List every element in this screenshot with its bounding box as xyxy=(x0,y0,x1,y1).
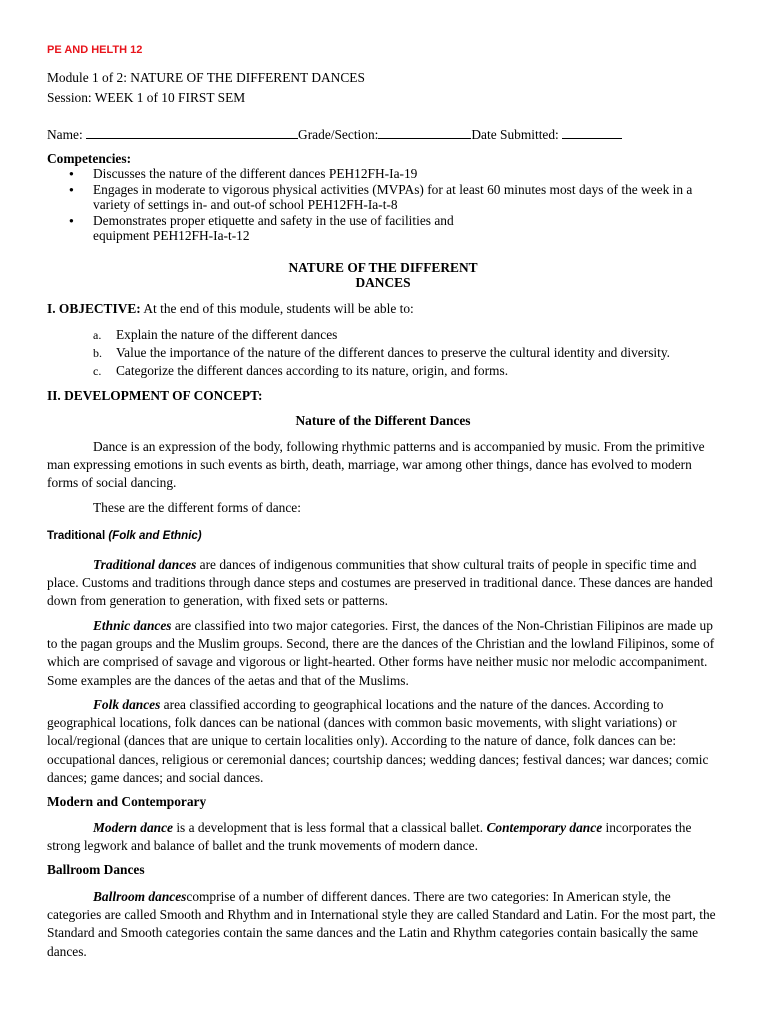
name-field[interactable] xyxy=(86,126,298,139)
intro-text: Dance is an expression of the body, following rhythmic patterns and is accompanied by music. From the primitive man expressing emotions in such events as birth, death, marriage, war among other things, dance has evolved to modern forms of social dancing. xyxy=(47,439,705,491)
module-line: Module 1 of 2: NATURE OF THE DIFFERENT DANCES xyxy=(47,70,365,85)
objective-line xyxy=(47,301,414,317)
term: Ethnic dances xyxy=(93,618,172,633)
modern-heading: Modern and Contemporary xyxy=(47,794,207,809)
folk-paragraph xyxy=(47,696,719,787)
competencies-heading: Competencies: xyxy=(47,151,132,166)
ballroom-heading: Ballroom Dances xyxy=(47,862,145,877)
traditional-heading-italic: (Folk and Ethnic) xyxy=(108,530,202,542)
objective-label: I. OBJECTIVE: xyxy=(47,301,141,316)
traditional-paragraph xyxy=(47,556,719,611)
grade-field[interactable] xyxy=(378,126,471,139)
term: Ballroom dances xyxy=(93,889,187,904)
definition: are dances of indigenous communities that show cultural traits of people in specific time and place. Customs and traditions through dance steps and costumes are preserved in traditional dance. These dances are handed down from generation to generation, with fixed sets or patterns. xyxy=(47,557,713,609)
student-info-form xyxy=(47,126,622,143)
competency-item: ● Demonstrates proper etiquette and safety in the use of facilities and equipment PEH12FH-Ia-t-12 xyxy=(47,213,493,244)
item-marker: b. xyxy=(93,346,102,360)
development-heading: II. DEVELOPMENT OF CONCEPT: xyxy=(47,388,263,403)
competency-item: ● Engages in moderate to vigorous physical activities (MVPAs) for at least 60 minutes most days of the week in a variety of settings in- and out-of school PEH12FH-Ia-t-8 xyxy=(47,182,719,213)
objective-text: At the end of this module, students will be able to: xyxy=(140,301,414,316)
modern-paragraph xyxy=(47,819,719,855)
definition: incorporates the strong legwork and balance of ballet and the trunk movements of modern dance. xyxy=(47,820,692,854)
grade-label: Grade/Section: xyxy=(298,127,379,142)
page-title-line-2: DANCES xyxy=(355,275,411,290)
forms-intro-text: These are the different forms of dance: xyxy=(93,500,301,515)
term: Traditional dances xyxy=(93,557,197,572)
section-subtitle: Nature of the Different Dances xyxy=(295,413,471,428)
name-label: Name: xyxy=(47,127,87,142)
date-label: Date Submitted: xyxy=(471,127,563,142)
traditional-heading xyxy=(47,527,202,543)
item-text: Value the importance of the nature of the different dances to preserve the cultural identity and diversity. xyxy=(116,345,671,360)
definition: is a development that is less formal that a classical ballet. xyxy=(172,820,487,835)
term: Folk dances xyxy=(93,697,161,712)
session-line: Session: WEEK 1 of 10 FIRST SEM xyxy=(47,90,246,105)
page-title-line-1: NATURE OF THE DIFFERENT xyxy=(288,260,478,275)
forms-intro-paragraph xyxy=(47,499,719,517)
page-title xyxy=(47,260,719,290)
objective-item xyxy=(47,362,719,380)
competencies-list xyxy=(47,166,719,244)
objective-list xyxy=(47,326,719,380)
item-marker: c. xyxy=(93,364,102,378)
objective-item xyxy=(47,326,719,344)
intro-paragraph xyxy=(47,438,719,493)
subject-header: PE AND HELTH 12 xyxy=(47,44,143,56)
date-field[interactable] xyxy=(562,126,622,139)
ballroom-paragraph xyxy=(47,888,719,961)
traditional-heading-text: Traditional xyxy=(47,530,109,542)
ethnic-paragraph xyxy=(47,617,719,690)
competency-item: ● Discusses the nature of the different dances PEH12FH-Ia-19 xyxy=(47,166,719,182)
term: Contemporary dance xyxy=(486,820,603,835)
definition: are classified into two major categories. First, the dances of the Non-Christian Filipinos are made up to the pagan groups and the Muslim groups. Second, there are the dances of the Christian and the lowland Filipinos, some of which are comprised of savage and vigorous or light-hearted. Other forms have neither music nor melodic accompaniment. Some examples are the dances of the aetas and that of the Muslims. xyxy=(47,618,715,688)
item-text: Categorize the different dances according to its nature, origin, and forms. xyxy=(116,363,509,378)
definition: comprise of a number of different dances. There are two categories: In American style, the categories are called Smooth and Rhythm and in International style they are called Standard and Latin. For the most part, the Standard and Smooth categories contain the same dances and the Latin and Rhythm categories contain basically the same dances. xyxy=(47,889,716,959)
item-marker: a. xyxy=(93,328,102,342)
definition: area classified according to geographical locations and the nature of the dances. According to geographical locations, folk dances can be national (dances with common basic movements, with slight variations) or local/regional (dances that are unique to certain localities only). According to the nature of dance, folk dances can be: occupational dances, religious or ceremonial dances; courtship dances; wedding dances; festival dances; war dances; comic dances; game dances; and social dances. xyxy=(47,697,709,785)
objective-item xyxy=(47,344,719,362)
item-text: Explain the nature of the different dances xyxy=(116,327,338,342)
term: Modern dance xyxy=(93,820,173,835)
